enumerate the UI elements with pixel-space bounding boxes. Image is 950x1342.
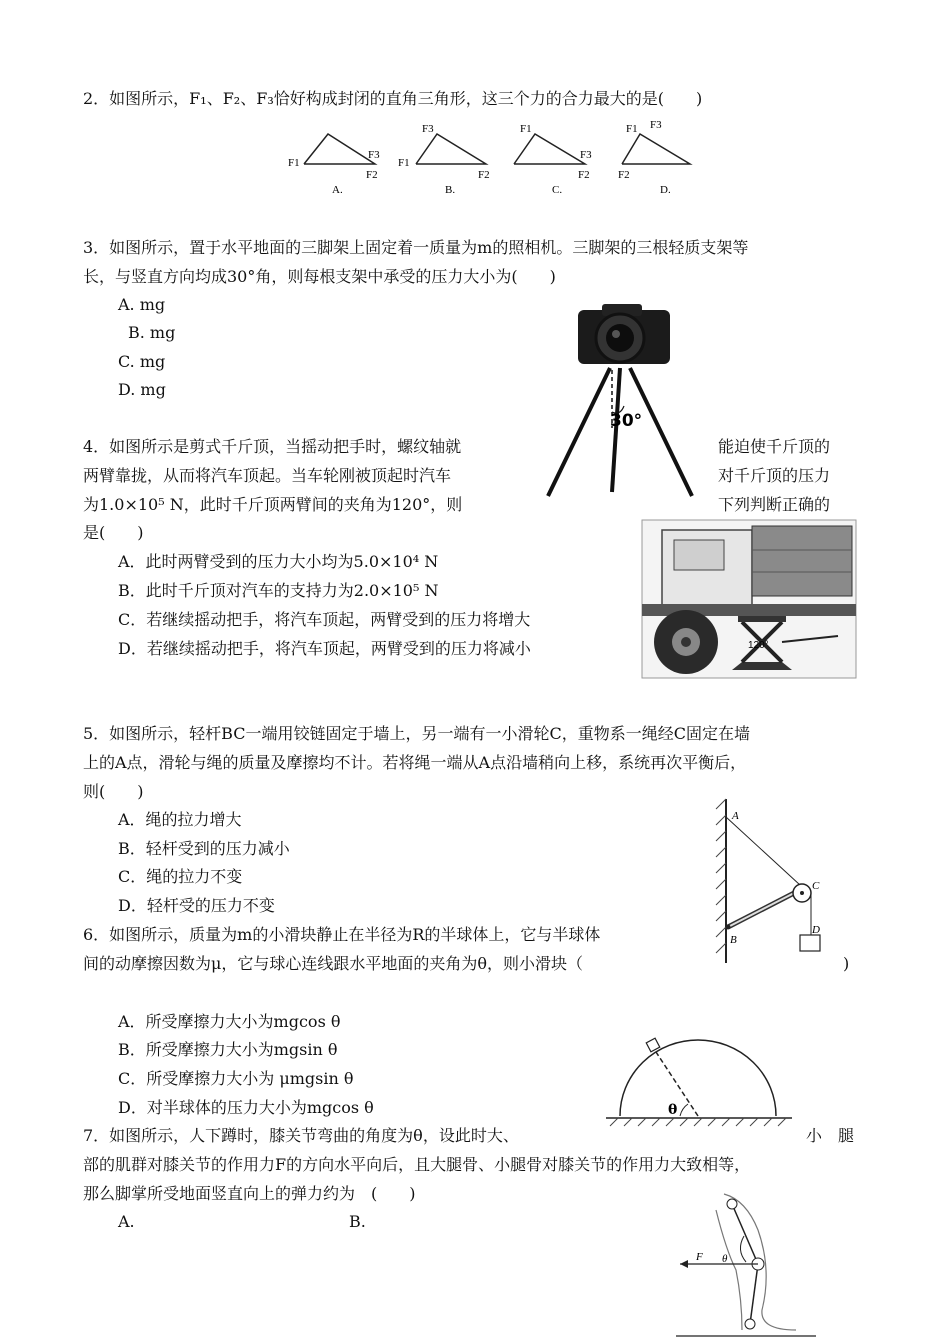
q2-figure-a bbox=[288, 134, 380, 196]
q4-line-4: 是( ) bbox=[83, 523, 144, 542]
q2-d-f1-label: F1 bbox=[626, 123, 638, 135]
q5-line-3: 则( ) bbox=[83, 782, 144, 801]
q5-point-b-label: B bbox=[730, 934, 737, 946]
q5-point-a-label: A bbox=[732, 810, 739, 822]
pulley-wall-figure bbox=[712, 795, 832, 965]
q3-line-1: 3．如图所示，置于水平地面的三脚架上固定着一质量为m的照相机。三脚架的三根轻质支架等 bbox=[83, 238, 749, 257]
q5-option-c: C．绳的拉力不变 bbox=[118, 867, 243, 886]
q6-option-c: C．所受摩擦力大小为 μmgsin θ bbox=[118, 1069, 354, 1088]
q2-c-f2-label: F2 bbox=[578, 169, 590, 181]
q4-option-a: A．此时两臂受到的压力大小均为5.0×10⁴ N bbox=[118, 552, 439, 571]
q2-d-f3-label: F3 bbox=[650, 119, 662, 131]
q2-figure-d bbox=[618, 119, 690, 196]
q2-b-f2-label: F2 bbox=[478, 169, 490, 181]
q6-option-d: D．对半球体的压力大小为mgcos θ bbox=[118, 1098, 374, 1117]
car-jack-figure bbox=[642, 520, 856, 678]
q5-line-1: 5．如图所示，轻杆BC一端用铰链固定于墙上，另一端有一小滑轮C，重物系一绳经C固定在墙 bbox=[83, 724, 750, 743]
q4-option-c: C．若继续摇动把手，将汽车顶起，两臂受到的压力将增大 bbox=[118, 610, 531, 629]
leg-squat-figure bbox=[676, 1190, 816, 1340]
q5-point-d-label: D bbox=[812, 924, 820, 936]
q4-option-d: D．若继续摇动把手，将汽车顶起，两臂受到的压力将减小 bbox=[118, 639, 531, 658]
q4-option-b: B．此时千斤顶对汽车的支持力为2.0×10⁵ N bbox=[118, 581, 439, 600]
q7-line-2: 部的肌群对膝关节的作用力F的方向水平向后，且大腿骨、小腿骨对膝关节的作用力大致相等， bbox=[83, 1155, 751, 1174]
q4-line-3b: 下列判断正确的 bbox=[718, 495, 831, 514]
q6-line-2: 间的动摩擦因数为μ，它与球心连线跟水平地面的夹角为θ，则小滑块（ bbox=[83, 954, 584, 973]
q2-a-f2-label: F2 bbox=[366, 169, 378, 181]
q4-line-2a: 两臂靠拢，从而将汽车顶起。当车轮刚被顶起时汽车 bbox=[83, 466, 452, 485]
q2-b-f1-label: F1 bbox=[398, 157, 410, 169]
q3-line-2: 长，与竖直方向均成30°角，则每根支架中承受的压力大小为( ) bbox=[83, 267, 556, 286]
q2-figures bbox=[280, 118, 700, 198]
q7-line-1b: 小 腿 bbox=[806, 1126, 855, 1145]
q2-d-f2-label: F2 bbox=[618, 169, 630, 181]
q5-option-d: D．轻杆受的压力不变 bbox=[118, 896, 275, 915]
q2-a-f1-label: F1 bbox=[288, 157, 300, 169]
q2-option-c: C. bbox=[552, 184, 563, 196]
q6-option-a: A．所受摩擦力大小为mgcos θ bbox=[118, 1012, 341, 1031]
q6-option-b: B．所受摩擦力大小为mgsin θ bbox=[118, 1040, 338, 1059]
tripod-camera-figure bbox=[540, 300, 720, 500]
q4-line-1b: 能迫使千斤顶的 bbox=[718, 437, 831, 456]
q2-option-a: A. bbox=[332, 184, 343, 196]
q2-a-f3-label: F3 bbox=[368, 149, 380, 161]
hemisphere-figure bbox=[606, 1038, 796, 1128]
q4-line-3a: 为1.0×10⁵ N，此时千斤顶两臂间的夹角为120°，则 bbox=[83, 495, 463, 514]
q7-option-a: A. bbox=[118, 1212, 135, 1231]
q2-c-f3-label: F3 bbox=[580, 149, 592, 161]
q2-figure-c bbox=[514, 123, 592, 196]
q3-angle-label: 30° bbox=[610, 411, 643, 431]
q4-line-1a: 4．如图所示是剪式千斤顶，当摇动把手时，螺纹轴就 bbox=[83, 437, 462, 456]
q6-angle-label: θ bbox=[668, 1102, 678, 1118]
q2-c-f1-label: F1 bbox=[520, 123, 532, 135]
q7-angle-label: θ bbox=[722, 1253, 728, 1265]
q2-figure-b bbox=[398, 123, 490, 196]
q5-line-2: 上的A点，滑轮与绳的质量及摩擦均不计。若将绳一端从A点沿墙稍向上移，系统再次平衡后， bbox=[83, 753, 747, 772]
q7-force-label: F bbox=[696, 1251, 703, 1263]
q2-b-f3-label: F3 bbox=[422, 123, 434, 135]
q5-option-a: A．绳的拉力增大 bbox=[118, 810, 242, 829]
q3-option-b: B. mg bbox=[128, 323, 176, 342]
q5-point-c-label: C bbox=[812, 880, 820, 892]
q7-line-1a: 7．如图所示，人下蹲时，膝关节弯曲的角度为θ，设此时大、 bbox=[83, 1126, 519, 1145]
q2-option-d: D. bbox=[660, 184, 671, 196]
q4-angle-label: 120° bbox=[748, 640, 769, 651]
q7-option-b: B. bbox=[349, 1212, 366, 1231]
q3-option-a: A. mg bbox=[118, 295, 166, 314]
q5-option-b: B．轻杆受到的压力减小 bbox=[118, 839, 290, 858]
q3-option-c: C. mg bbox=[118, 352, 166, 371]
q4-line-2b: 对千斤顶的压力 bbox=[718, 466, 831, 485]
q7-line-3: 那么脚掌所受地面竖直向上的弹力约为 ( ) bbox=[83, 1184, 416, 1203]
q6-paren-close: ) bbox=[843, 954, 850, 973]
q2-option-b: B. bbox=[445, 184, 456, 196]
q6-line-1: 6．如图所示，质量为m的小滑块静止在半径为R的半球体上，它与半球体 bbox=[83, 925, 601, 944]
q3-option-d: D. mg bbox=[118, 380, 166, 399]
q2-text: 2．如图所示，F₁、F₂、F₃恰好构成封闭的直角三角形，这三个力的合力最大的是( ) bbox=[83, 89, 703, 108]
